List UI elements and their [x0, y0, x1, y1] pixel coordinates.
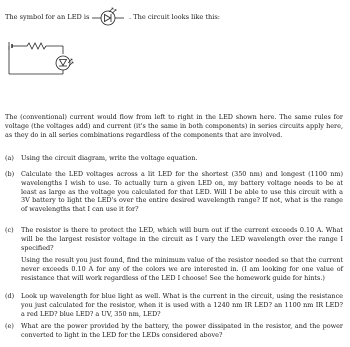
question-text: The resistor is there to protect the LED, which will burn out if the current exceeds 0.10 A. What will be the largest resistor voltage in the circuit as I vary the LED wavelength over the range I specified?: [21, 226, 343, 252]
question-label: (c): [5, 226, 14, 234]
intro-circuit-sentence: . The circuit looks like this:: [129, 13, 220, 21]
question-label: (d): [5, 292, 15, 300]
intro-led-sentence: The symbol for an LED is: [5, 13, 90, 21]
question-text: Using the result you just found, find the minimum value of the resistor needed so that the current never exceeds 0.10 A for any of the colors we are interested in. (I am looking for one value of resistance that will work regardless of the LED I choose! See the homework guide for hints.): [21, 256, 343, 282]
question-label: (a): [5, 154, 14, 162]
series-circuit-diagram-icon: [7, 36, 83, 90]
question-text: Calculate the LED voltages across a lit LED for the shortest (350 nm) and longest (1100 nm) wavelengths I wish to use. To actually turn a given LED on, my battery voltage needs to be at least as large as the voltage you calculated for that LED. Will I be able to use this circuit with a 3V battery to light the LED's over the entire desired wavelength range? If not, what is the range of wavelengths that I can use it for?: [21, 170, 343, 214]
led-symbol-icon: [92, 7, 128, 29]
question-text: Using the circuit diagram, write the voltage equation.: [21, 154, 198, 162]
question-text: Look up wavelength for blue light as well. What is the current in the circuit, using the resistance you just calculated for the resistor, when it is used with a 1240 nm IR LED? an 1100 nm IR LED? a red LED? blue LED? a UV, 350 nm, LED?: [21, 292, 343, 318]
question-label: (e): [5, 322, 14, 330]
question-label: (b): [5, 170, 15, 178]
explanation-paragraph: The (conventional) current would flow from left to right in the LED shown here. The same rules for voltage (the voltages add) and current (it's the same in both components) in series circuits apply here, as they do in all series combinations regardless of the components that are involved.: [5, 113, 343, 139]
question-text: What are the power provided by the battery, the power dissipated in the resistor, and the power converted to light in the LED for the LEDs considered above?: [21, 322, 343, 339]
